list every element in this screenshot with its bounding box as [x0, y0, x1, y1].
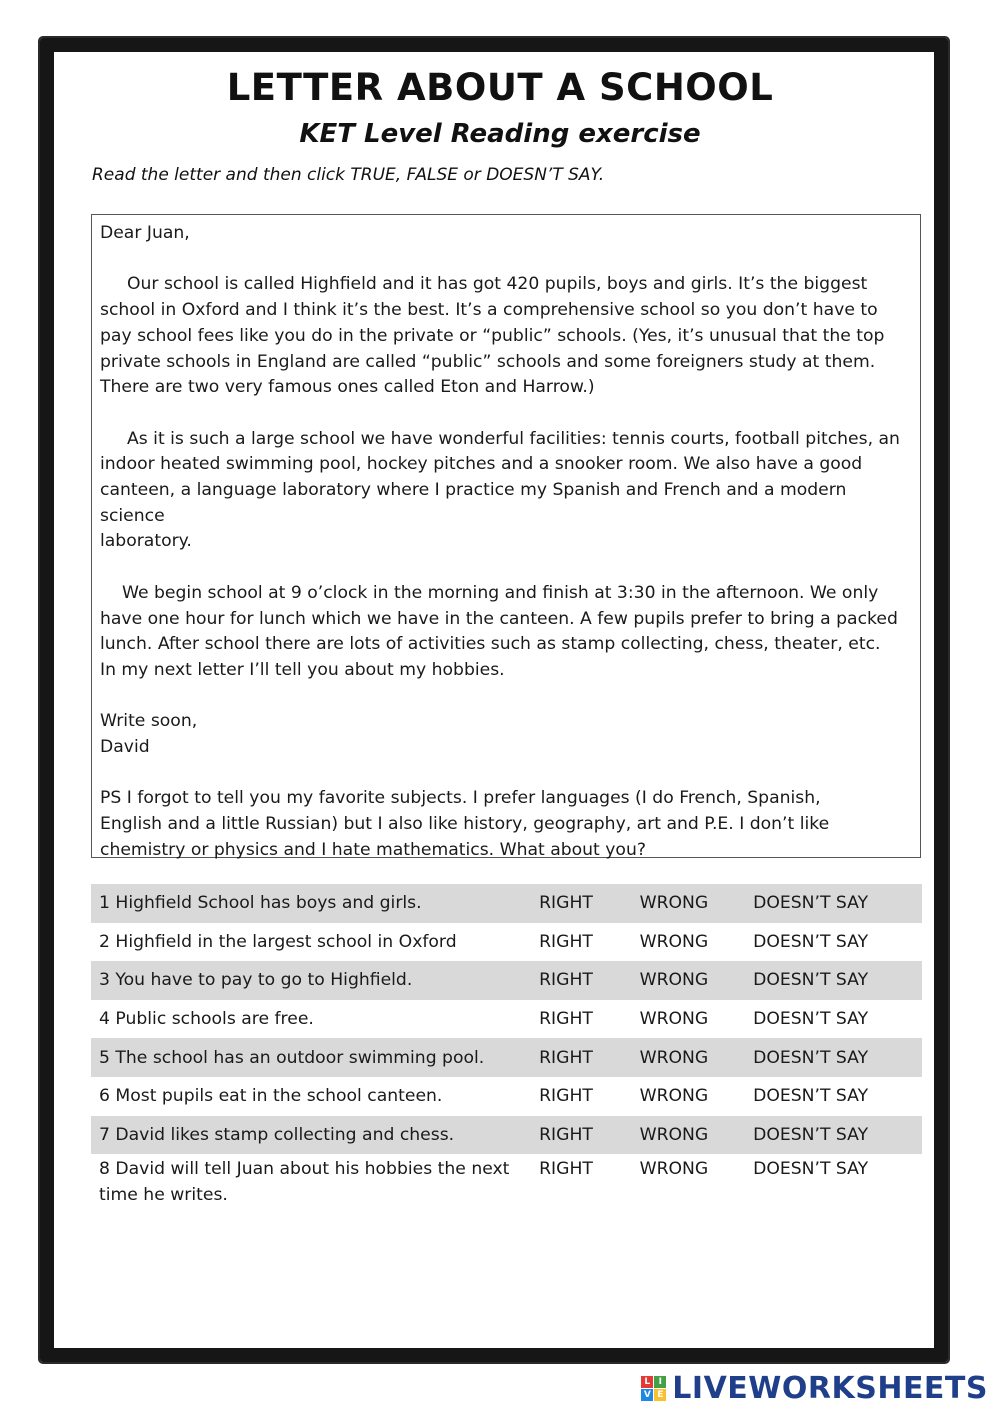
- question-text: 2 Highfield in the largest school in Oxford: [99, 931, 457, 952]
- doesnt-say-option[interactable]: DOESN’T SAY: [753, 931, 869, 952]
- doesnt-say-option[interactable]: DOESN’T SAY: [745, 1116, 922, 1155]
- letter-line: We begin school at 9 o’clock in the morning and finish at 3:30 in the afternoon. We only: [122, 582, 879, 603]
- question-text: 1 Highfield School has boys and girls.: [91, 884, 531, 923]
- letter-closing: Write soon,: [100, 711, 198, 732]
- letter-line: chemistry or physics and I hate mathematics. What about you?: [100, 839, 646, 860]
- question-text: 5 The school has an outdoor swimming pool.: [91, 1038, 531, 1077]
- letter-line: lunch. After school there are lots of activities such as stamp collecting, chess, theater, etc.: [100, 634, 881, 655]
- letter-line: As it is such a large school we have wonderful facilities: tennis courts, football pitches, an: [127, 428, 900, 449]
- letter-line: PS I forgot to tell you my favorite subjects. I prefer languages (I do French, Spanish,: [100, 788, 821, 809]
- question-row-1: [91, 884, 922, 923]
- question-text-line: 8 David will tell Juan about his hobbies the next: [99, 1159, 510, 1180]
- logo-letter: E: [654, 1389, 666, 1401]
- logo-letter: L: [641, 1376, 653, 1388]
- letter-line: laboratory.: [100, 531, 192, 552]
- letter-greeting: Dear Juan,: [100, 223, 190, 243]
- wrong-option[interactable]: WRONG: [632, 1038, 746, 1077]
- letter-line: canteen, a language laboratory where I practice my Spanish and French and a modern science: [100, 480, 847, 526]
- letter-line: In my next letter I’ll tell you about my hobbies.: [100, 659, 505, 680]
- right-option[interactable]: RIGHT: [531, 961, 631, 1000]
- question-text: 3 You have to pay to go to Highfield.: [91, 961, 531, 1000]
- liveworksheets-logo-icon: [641, 1376, 666, 1401]
- wrong-option[interactable]: WRONG: [639, 1159, 709, 1180]
- right-option[interactable]: RIGHT: [539, 1009, 593, 1030]
- doesnt-say-option[interactable]: DOESN’T SAY: [753, 1009, 869, 1030]
- right-option[interactable]: RIGHT: [539, 1159, 593, 1180]
- question-row-7: [91, 1116, 922, 1155]
- wrong-option[interactable]: WRONG: [632, 884, 746, 923]
- watermark-text: LIVEWORKSHEETS: [672, 1371, 988, 1406]
- right-option[interactable]: RIGHT: [531, 1116, 631, 1155]
- instruction-text: Read the letter and then click TRUE, FALSE or DOESN’T SAY.: [92, 165, 605, 185]
- page-subtitle: KET Level Reading exercise: [299, 119, 701, 149]
- letter-closing-block: [100, 709, 912, 760]
- liveworksheets-watermark: [641, 1371, 988, 1406]
- letter-line: school in Oxford and I think it’s the best. It’s a comprehensive school so you don’t have to: [100, 300, 878, 321]
- letter-line: Our school is called Highfield and it has got 420 pupils, boys and girls. It’s the biggest: [127, 274, 868, 295]
- doesnt-say-option[interactable]: DOESN’T SAY: [745, 1038, 922, 1077]
- letter-paragraph-1: [100, 272, 912, 401]
- right-option[interactable]: RIGHT: [539, 1086, 593, 1107]
- wrong-option[interactable]: WRONG: [632, 1116, 746, 1155]
- letter-line: pay school fees like you do in the private or “public” schools. (Yes, it’s unusual that the top: [100, 325, 885, 346]
- doesnt-say-option[interactable]: DOESN’T SAY: [745, 961, 922, 1000]
- question-row-6: [91, 1077, 922, 1116]
- right-option[interactable]: RIGHT: [531, 884, 631, 923]
- letter-paragraph-3: [100, 581, 912, 684]
- question-row-8: [91, 1154, 922, 1208]
- letter-paragraph-2: [100, 427, 912, 556]
- question-text: 4 Public schools are free.: [99, 1009, 314, 1030]
- question-text: [91, 1154, 531, 1208]
- question-row-4: [91, 1000, 922, 1039]
- logo-letter: V: [641, 1389, 653, 1401]
- question-row-2: [91, 923, 922, 962]
- questions-table: [91, 884, 922, 1208]
- doesnt-say-option[interactable]: DOESN’T SAY: [753, 1086, 869, 1107]
- letter-signature: David: [100, 737, 150, 757]
- question-text: 6 Most pupils eat in the school canteen.: [99, 1086, 443, 1107]
- wrong-option[interactable]: WRONG: [639, 931, 709, 952]
- doesnt-say-option[interactable]: DOESN’T SAY: [753, 1159, 869, 1180]
- page-title: LETTER ABOUT A SCHOOL: [226, 66, 774, 109]
- letter-line: private schools in England are called “public” schools and some foreigners study at them.: [100, 351, 876, 372]
- letter-postscript: [100, 786, 912, 863]
- wrong-option[interactable]: WRONG: [639, 1009, 709, 1030]
- right-option[interactable]: RIGHT: [531, 1038, 631, 1077]
- right-option[interactable]: RIGHT: [539, 931, 593, 952]
- question-row-5: [91, 1038, 922, 1077]
- letter-box: [91, 214, 921, 858]
- letter-line: There are two very famous ones called Eton and Harrow.): [100, 377, 595, 398]
- letter-line: indoor heated swimming pool, hockey pitches and a snooker room. We also have a good: [100, 454, 863, 475]
- wrong-option[interactable]: WRONG: [632, 961, 746, 1000]
- wrong-option[interactable]: WRONG: [639, 1086, 709, 1107]
- question-row-3: [91, 961, 922, 1000]
- doesnt-say-option[interactable]: DOESN’T SAY: [745, 884, 922, 923]
- question-text: 7 David likes stamp collecting and chess.: [91, 1116, 531, 1155]
- question-text-line: time he writes.: [99, 1185, 228, 1206]
- letter-line: English and a little Russian) but I also like history, geography, art and P.E. I don’t like: [100, 814, 830, 835]
- letter-line: have one hour for lunch which we have in the canteen. A few pupils prefer to bring a packed: [100, 608, 898, 629]
- logo-letter: I: [654, 1376, 666, 1388]
